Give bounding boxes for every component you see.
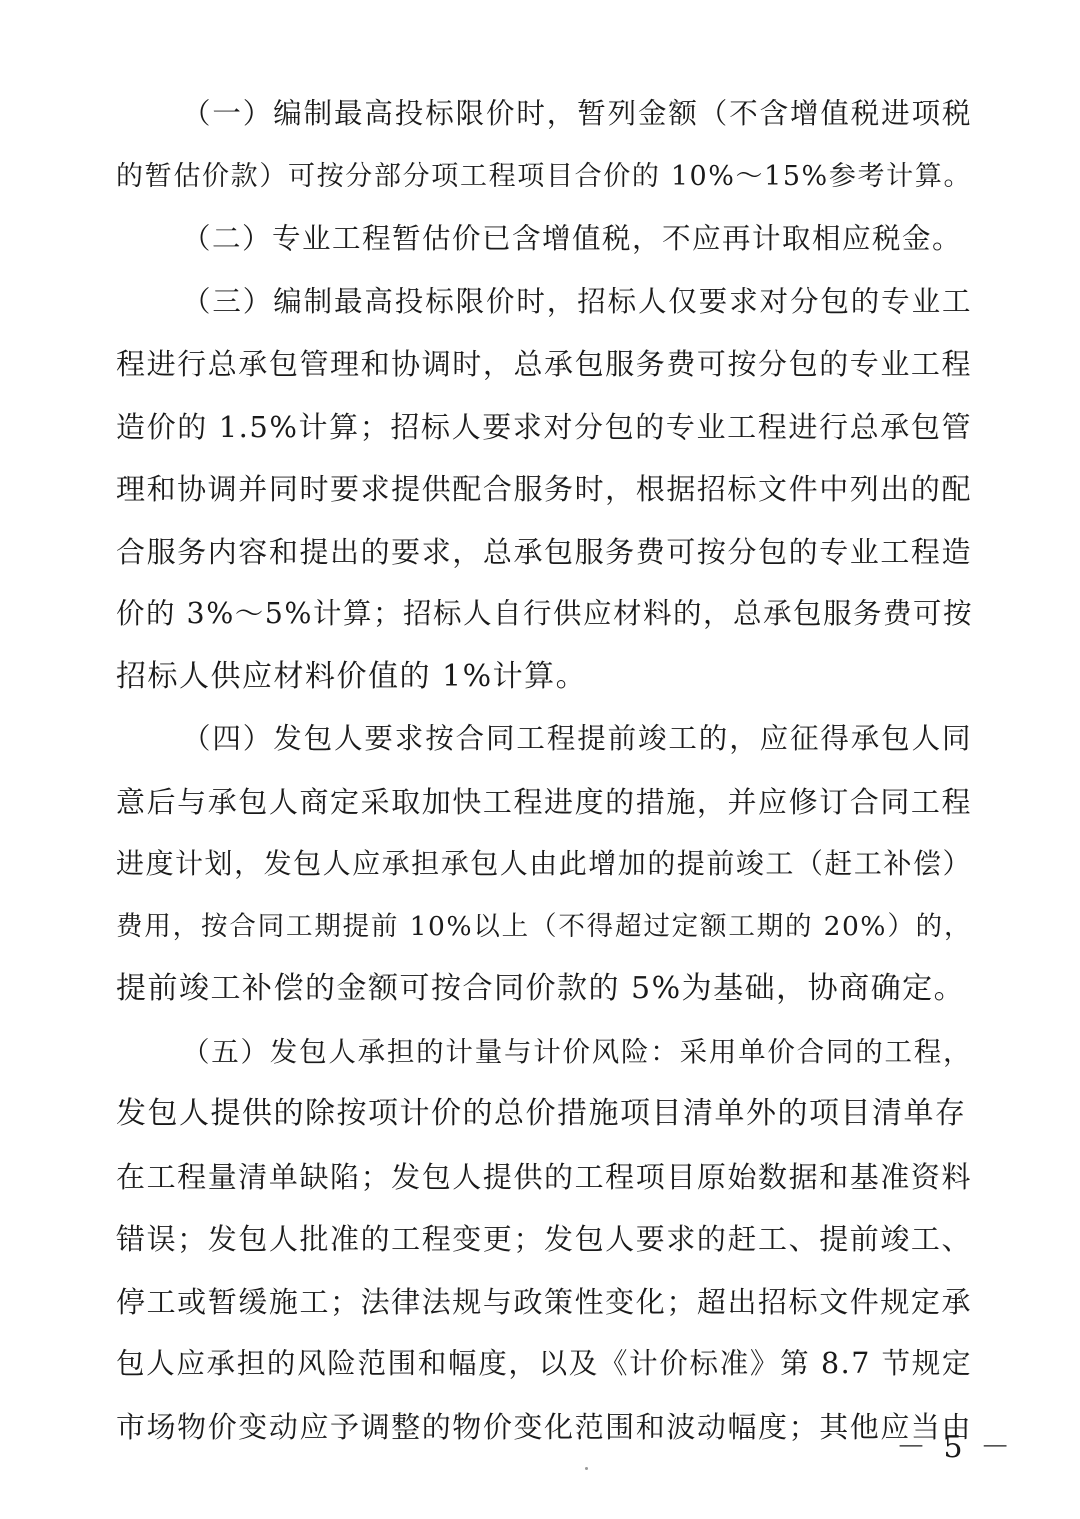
text-line: 价的 3%～5%计算；招标人自行供应材料的，总承包服务费可按 (116, 597, 973, 630)
text-line: 理和协调并同时要求提供配合服务时，根据招标文件中列出的配 (116, 472, 972, 506)
text-line: 停工或暂缓施工；法律法规与政策性变化；超出招标文件规定承 (116, 1285, 972, 1319)
text-line: 市场物价变动应予调整的物价变化范围和波动幅度；其他应当由 (116, 1410, 972, 1444)
text-line: （三）编制最高投标限价时，招标人仅要求对分包的专业工 (182, 285, 972, 318)
text-line: 招标人供应材料价值的 1%计算。 (116, 659, 588, 694)
text-line: 合服务内容和提出的要求，总承包服务费可按分包的专业工程造 (116, 535, 972, 569)
text-line: 包人应承担的风险范围和幅度，以及《计价标准》第 8.7 节规定 (116, 1347, 972, 1380)
text-line: 的暂估价款）可按分部分项工程项目合价的 10%～15%参考计算。 (116, 161, 972, 192)
text-line: （一）编制最高投标限价时，暂列金额（不含增值税进项税 (182, 97, 972, 130)
text-line: 提前竣工补偿的金额可按合同价款的 5%为基础，协商确定。 (116, 971, 966, 1006)
page-number: － 5 － (896, 1430, 1015, 1465)
text-line: 费用，按合同工期提前 10%以上（不得超过定额工期的 20%）的， (116, 911, 972, 942)
text-line: 错误；发包人批准的工程变更；发包人要求的赶工、提前竣工、 (116, 1222, 972, 1256)
text-line: （二）专业工程暂估价已含增值税，不应再计取相应税金。 (182, 222, 963, 255)
scan-speck (585, 1467, 588, 1470)
text-line: 在工程量清单缺陷；发包人提供的工程项目原始数据和基准资料 (116, 1160, 972, 1194)
text-line: 意后与承包人商定采取加快工程进度的措施，并应修订合同工程 (116, 785, 972, 819)
text-line: 发包人提供的除按项计价的总价措施项目清单外的项目清单存 (116, 1096, 967, 1131)
text-line: 程进行总承包管理和协调时，总承包服务费可按分包的专业工程 (116, 347, 972, 381)
text-line: 进度计划，发包人应承担承包人由此增加的提前竣工（赶工补偿） (116, 847, 972, 880)
text-line: （四）发包人要求按合同工程提前竣工的，应征得承包人同 (182, 722, 972, 755)
text-line: （五）发包人承担的计量与计价风险：采用单价合同的工程， (182, 1036, 972, 1068)
text-line: 造价的 1.5%计算；招标人要求对分包的专业工程进行总承包管 (116, 410, 972, 444)
